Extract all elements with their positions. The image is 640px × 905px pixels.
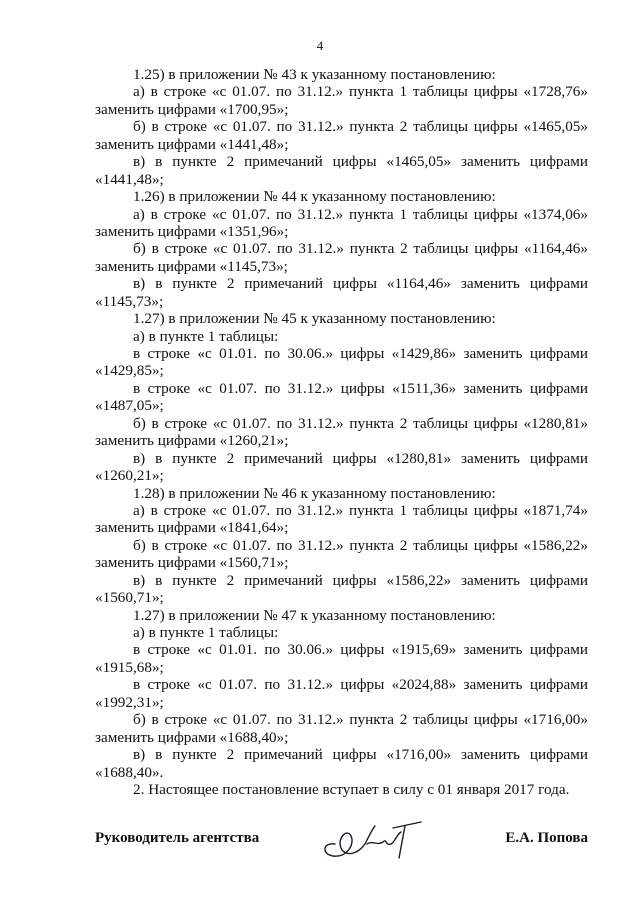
text-line: а) в строке «с 01.07. по 31.12.» пункта 1 таблицы цифры «1374,06» — [133, 205, 588, 223]
text-line: «1487,05»; — [95, 397, 164, 415]
text-line: в) в пункте 2 примечаний цифры «1280,81» заменить цифрами — [133, 449, 588, 467]
text-line: заменить цифрами «1688,40»; — [95, 728, 289, 746]
text-line: б) в строке «с 01.07. по 31.12.» пункта 2 таблицы цифры «1716,00» — [133, 711, 588, 729]
text-line: 1.27) в приложении № 45 к указанному постановлению: — [133, 310, 496, 328]
text-line: 1.28) в приложении № 46 к указанному постановлению: — [133, 484, 496, 502]
text-line: в строке «с 01.01. по 30.06.» цифры «1915,69» заменить цифрами — [133, 641, 588, 659]
signatory-role: Руководитель агентства — [95, 830, 260, 846]
text-line: а) в строке «с 01.07. по 31.12.» пункта 1 таблицы цифры «1728,76» — [133, 83, 588, 101]
text-line: в строке «с 01.07. по 31.12.» цифры «1511,36» заменить цифрами — [133, 379, 588, 397]
text-line: заменить цифрами «1145,73»; — [95, 257, 288, 275]
text-line: в) в пункте 2 примечаний цифры «1586,22» заменить цифрами — [133, 571, 588, 589]
signature-block — [95, 822, 588, 862]
text-line: заменить цифрами «1560,71»; — [95, 554, 289, 572]
text-line: заменить цифрами «1441,48»; — [95, 135, 289, 153]
text-line: заменить цифрами «1351,96»; — [95, 222, 289, 240]
signatory-name: Е.А. Попова — [505, 830, 588, 846]
document-body — [95, 66, 588, 798]
text-line: б) в строке «с 01.07. по 31.12.» пункта 2 таблицы цифры «1280,81» — [133, 414, 588, 432]
text-line: заменить цифрами «1260,21»; — [95, 432, 289, 450]
text-line: в строке «с 01.07. по 31.12.» цифры «2024,88» заменить цифрами — [133, 676, 588, 694]
text-line: а) в пункте 1 таблицы: — [133, 624, 279, 641]
text-line: 2. Настоящее постановление вступает в силу с 01 января 2017 года. — [133, 780, 570, 798]
text-line: 1.26) в приложении № 44 к указанному постановлению: — [133, 188, 496, 206]
text-line: «1560,71»; — [95, 589, 164, 607]
text-line: заменить цифрами «1700,95»; — [95, 100, 289, 118]
text-line: а) в пункте 1 таблицы: — [133, 327, 279, 345]
text-line: «1992,31»; — [95, 693, 164, 711]
text-line: б) в строке «с 01.07. по 31.12.» пункта 2 таблицы цифры «1164,46» — [133, 240, 588, 258]
text-line: 1.27) в приложении № 47 к указанному постановлению: — [133, 606, 496, 624]
text-line: а) в строке «с 01.07. по 31.12.» пункта 1 таблицы цифры «1871,74» — [133, 501, 588, 519]
text-line: 1.25) в приложении № 43 к указанному постановлению: — [133, 66, 496, 83]
text-line: в строке «с 01.01. по 30.06.» цифры «1429,86» заменить цифрами — [133, 345, 588, 362]
text-line: б) в строке «с 01.07. по 31.12.» пункта 2 таблицы цифры «1465,05» — [133, 118, 588, 136]
text-line: «1441,48»; — [95, 170, 164, 188]
text-line: «1145,73»; — [95, 292, 164, 310]
text-line: в) в пункте 2 примечаний цифры «1465,05» заменить цифрами — [133, 153, 588, 171]
handwritten-signature — [317, 814, 427, 864]
text-line: «1915,68»; — [95, 658, 164, 676]
text-line: в) в пункте 2 примечаний цифры «1716,00» заменить цифрами — [133, 746, 588, 764]
text-line: в) в пункте 2 примечаний цифры «1164,46» заменить цифрами — [133, 275, 588, 293]
text-line: заменить цифрами «1841,64»; — [95, 519, 289, 537]
text-line: «1688,40». — [95, 763, 164, 781]
page-number: 4 — [316, 38, 324, 53]
text-line: «1429,85»; — [95, 362, 164, 380]
text-line: «1260,21»; — [95, 467, 164, 485]
text-line: б) в строке «с 01.07. по 31.12.» пункта 2 таблицы цифры «1586,22» — [133, 536, 588, 554]
